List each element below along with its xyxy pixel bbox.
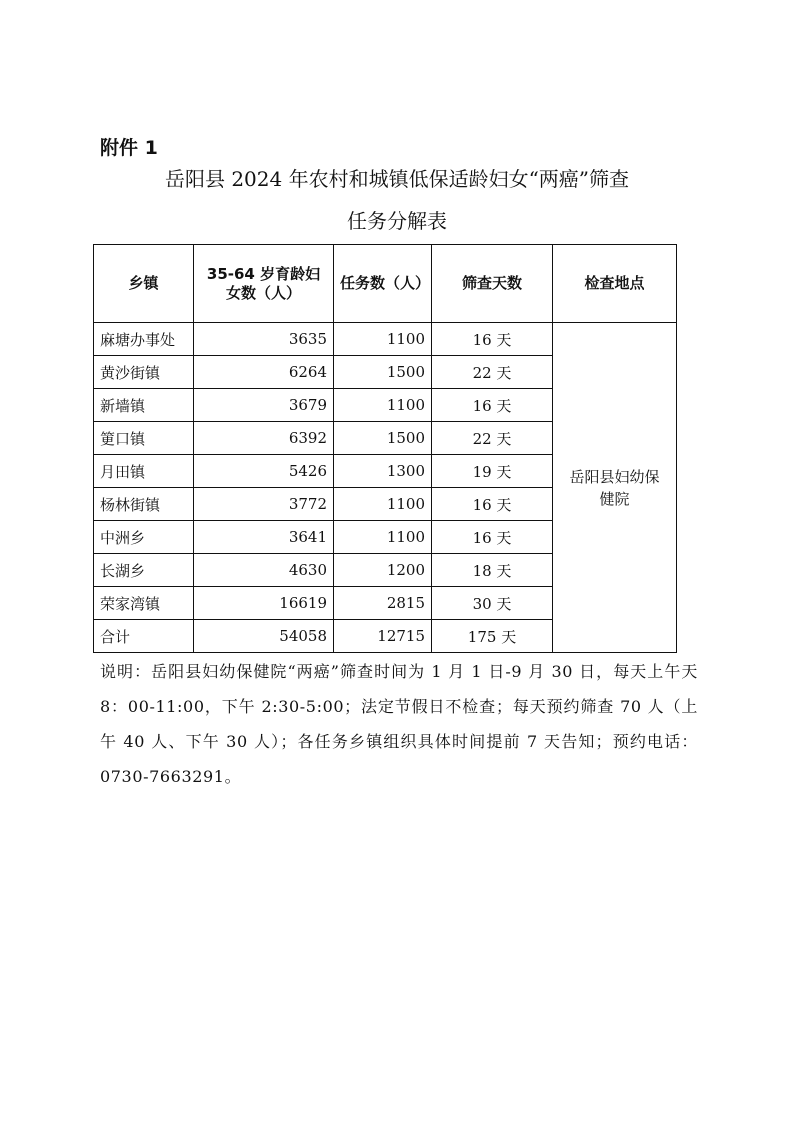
town-cell: 筻口镇: [94, 422, 194, 455]
task-count-cell: 1100: [334, 323, 432, 356]
screening-days-cell: 175 天: [432, 620, 553, 653]
task-count-cell: 1100: [334, 389, 432, 422]
women-count-cell: 3679: [194, 389, 334, 422]
document-title: 岳阳县 2024 年农村和城镇低保适龄妇女“两癌”筛查: [164, 167, 630, 191]
screening-days-cell: 16 天: [432, 389, 553, 422]
screening-days-cell: 16 天: [432, 521, 553, 554]
women-count-cell: 5426: [194, 455, 334, 488]
screening-days-cell: 18 天: [432, 554, 553, 587]
attachment-label: 附件 1: [100, 137, 158, 159]
document-subtitle: 任务分解表: [347, 209, 447, 233]
location-cell: 岳阳县妇幼保健院: [553, 323, 677, 653]
header-town: 乡镇: [94, 245, 194, 323]
task-count-cell: 1300: [334, 455, 432, 488]
screening-days-cell: 19 天: [432, 455, 553, 488]
town-cell: 麻塘办事处: [94, 323, 194, 356]
women-count-cell: 3772: [194, 488, 334, 521]
screening-days-cell: 16 天: [432, 323, 553, 356]
task-count-cell: 2815: [334, 587, 432, 620]
women-count-cell: 4630: [194, 554, 334, 587]
task-count-cell: 1100: [334, 488, 432, 521]
town-cell: 荣家湾镇: [94, 587, 194, 620]
town-cell: 杨林街镇: [94, 488, 194, 521]
task-count-cell: 1100: [334, 521, 432, 554]
header-women-count: 35-64 岁育龄妇女数（人）: [194, 245, 334, 323]
screening-days-cell: 30 天: [432, 587, 553, 620]
task-table: [93, 244, 677, 653]
task-count-cell: 1500: [334, 422, 432, 455]
town-cell: 长湖乡: [94, 554, 194, 587]
women-count-cell: 3635: [194, 323, 334, 356]
screening-days-cell: 22 天: [432, 356, 553, 389]
note-text: 说明：岳阳县妇幼保健院“两癌”筛查时间为 1 月 1 日-9 月 30 日，每天上午天 8：00-11:00，下午 2:30-5:00；法定节假日不检查；每天预约筛查 70 人（上午 40 人、下午 30 人）；各任务乡镇组织具体时间提前 7 天告知；预约电话：0730-7663291。: [100, 662, 698, 786]
task-count-cell: 1200: [334, 554, 432, 587]
town-cell: 黄沙街镇: [94, 356, 194, 389]
town-cell: 合计: [94, 620, 194, 653]
women-count-cell: 54058: [194, 620, 334, 653]
header-task-count: 任务数（人）: [334, 245, 432, 323]
town-cell: 中洲乡: [94, 521, 194, 554]
table-header-row: [94, 245, 677, 323]
table-row: [94, 323, 677, 356]
women-count-cell: 16619: [194, 587, 334, 620]
town-cell: 月田镇: [94, 455, 194, 488]
task-count-cell: 12715: [334, 620, 432, 653]
header-location: 检查地点: [553, 245, 677, 323]
header-screening-days: 筛查天数: [432, 245, 553, 323]
town-cell: 新墙镇: [94, 389, 194, 422]
task-count-cell: 1500: [334, 356, 432, 389]
women-count-cell: 3641: [194, 521, 334, 554]
screening-days-cell: 22 天: [432, 422, 553, 455]
women-count-cell: 6264: [194, 356, 334, 389]
women-count-cell: 6392: [194, 422, 334, 455]
screening-days-cell: 16 天: [432, 488, 553, 521]
